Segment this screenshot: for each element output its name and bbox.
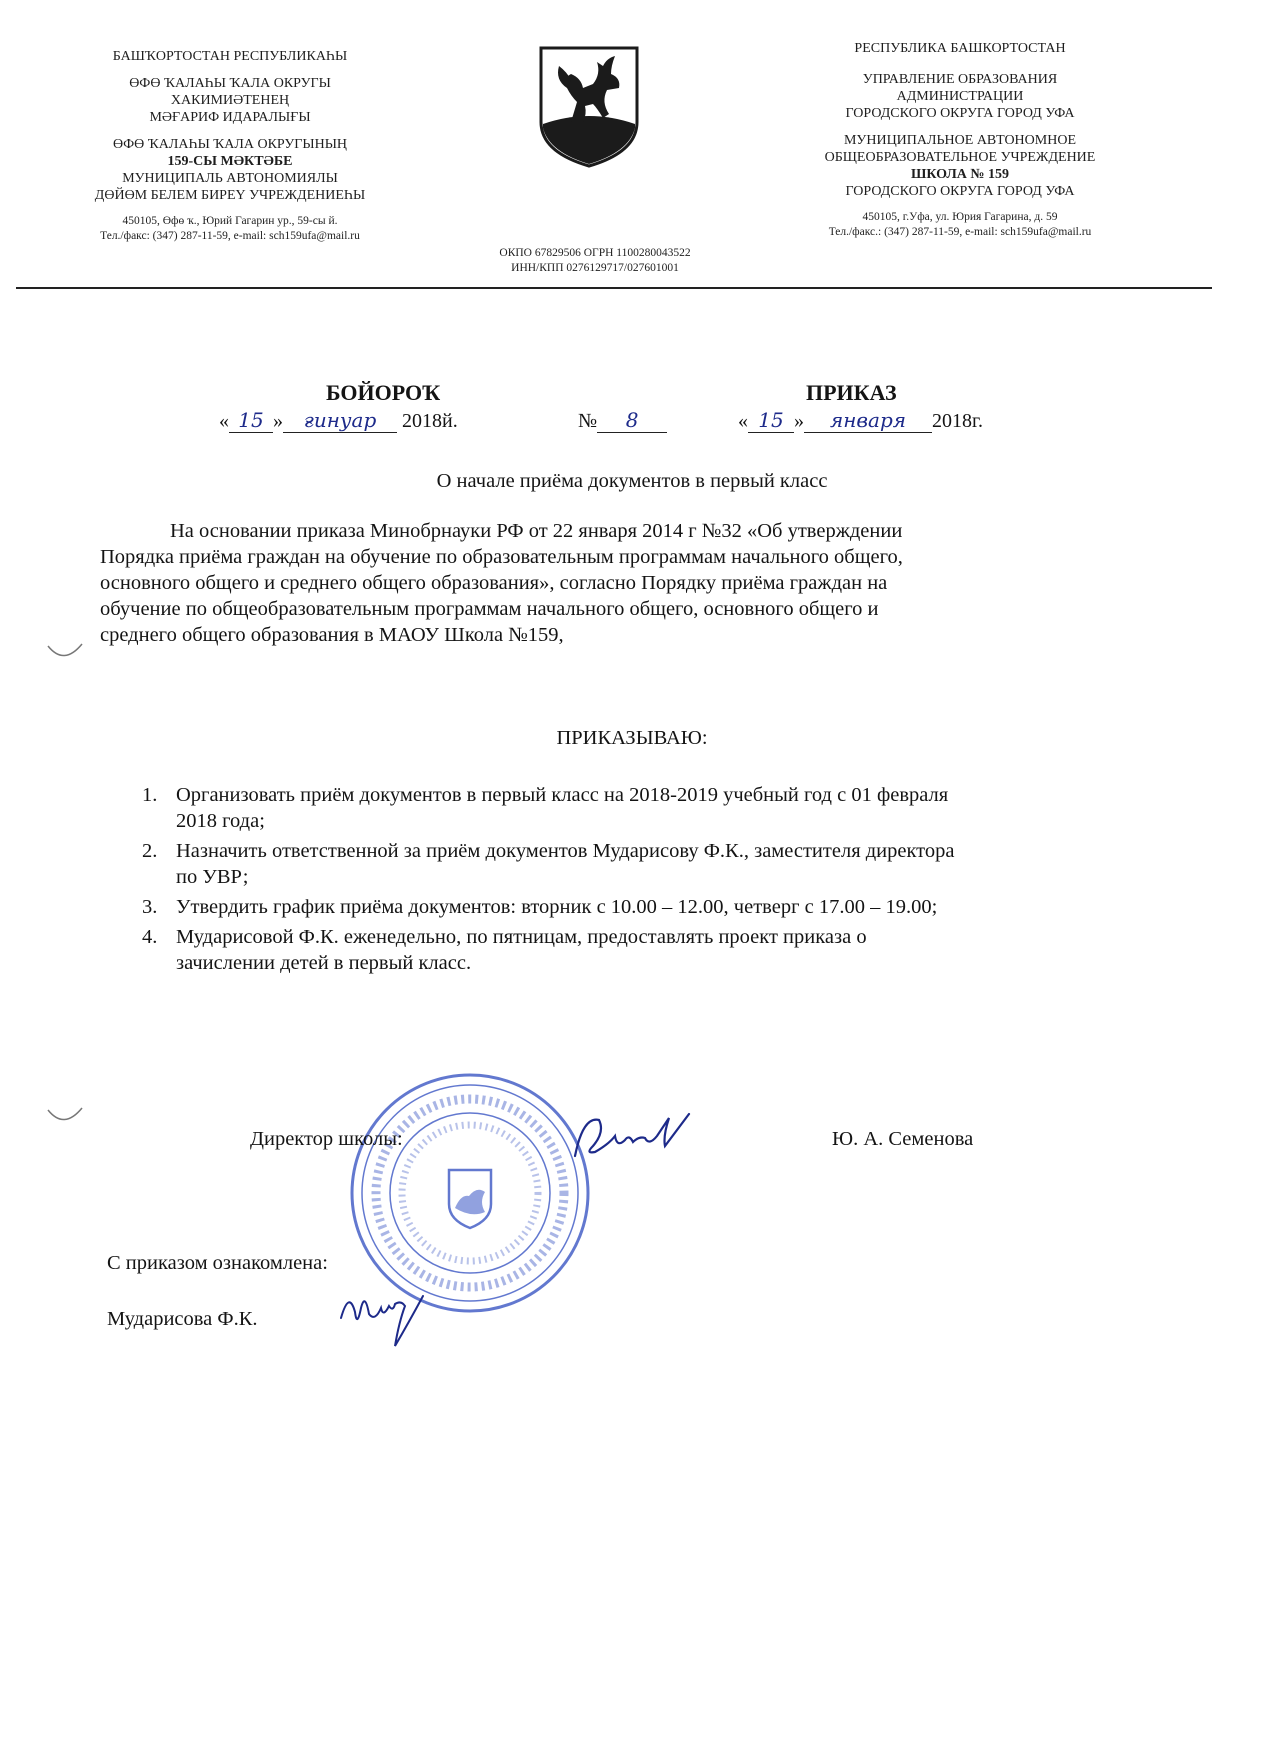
- order-number-value: 8: [597, 408, 667, 433]
- header-right-school-line: ШКОЛА № 159: [911, 167, 1009, 182]
- header-right-contacts: Тел./факс.: (347) 287-11-59, e-mail: sch159ufa@mail.ru: [828, 226, 1092, 238]
- header-left-department-line: ӨФӨ ҠАЛАҺЫ ҠАЛА ОКРУГЫ: [129, 76, 331, 91]
- order-item-number: 4.: [142, 926, 158, 948]
- order-item-number: 2.: [142, 840, 158, 862]
- hole-punch-mark-icon: [44, 640, 84, 664]
- header-right-school-line: МУНИЦИПАЛЬНОЕ АВТОНОМНОЕ: [843, 133, 1076, 148]
- header-right-address: 450105, г.Уфа, ул. Юрия Гагарина, д. 59: [862, 211, 1058, 223]
- order-number: [578, 408, 667, 433]
- header-left-school-line: 159-СЫ МӘКТӘБЕ: [167, 154, 293, 169]
- order-item-text: Организовать приём документов в первый класс на 2018-2019 учебный год с 01 февраля 2018 года;: [176, 784, 949, 832]
- order-item-text: Утвердить график приёма документов: вторник с 10.00 – 12.00, четверг с 17.00 – 19.00;: [176, 896, 938, 918]
- order-number-label: №: [578, 410, 598, 432]
- header-left-department-line: МӘҒАРИФ ИДАРАЛЫҒЫ: [149, 110, 311, 125]
- order-item: [142, 782, 1122, 834]
- date-left-year: 2018й.: [402, 410, 458, 432]
- title-russian: ПРИКАЗ: [806, 380, 897, 405]
- header-right-department-line: АДМИНИСТРАЦИИ: [896, 89, 1024, 104]
- date-left-open-quote: «: [219, 410, 229, 432]
- order-subject: О начале приёма документов в первый класс: [436, 470, 828, 492]
- order-item-text: Назначить ответственной за приём документов Мударисову Ф.К., заместителя директора по УВР;: [176, 840, 955, 888]
- header-inn-kpp: ИНН/КПП 0276129717/027601001: [511, 262, 679, 274]
- date-right-month: января: [804, 408, 932, 433]
- date-left-close-quote: »: [273, 410, 283, 432]
- date-right-close-quote: »: [794, 410, 804, 432]
- official-stamp-icon: [345, 1068, 595, 1318]
- header-left-address: 450105, Өфө ҡ., Юрий Гагарин ур., 59-сы й.: [122, 215, 338, 227]
- header-right-school-line: ГОРОДСКОГО ОКРУГА ГОРОД УФА: [845, 184, 1075, 199]
- order-item: [142, 924, 1122, 976]
- order-items: [142, 782, 1122, 980]
- order-item-number: 3.: [142, 896, 158, 918]
- date-right-open-quote: «: [738, 410, 748, 432]
- director-label: Директор школы:: [250, 1128, 403, 1150]
- director-signature-icon: [565, 1106, 695, 1166]
- date-right-day: 15: [748, 408, 794, 433]
- header-divider: [16, 287, 1212, 289]
- acknowledgement-label: С приказом ознакомлена:: [107, 1252, 328, 1274]
- date-right-year: 2018г.: [932, 410, 983, 432]
- header-right-department-line: ГОРОДСКОГО ОКРУГА ГОРОД УФА: [845, 106, 1075, 121]
- date-right: [738, 408, 983, 433]
- hole-punch-mark-icon: [44, 1104, 84, 1128]
- header-left-school-line: ӨФӨ ҠАЛАҺЫ ҠАЛА ОКРУГЫНЫҢ: [112, 137, 348, 152]
- header-right-department-line: УПРАВЛЕНИЕ ОБРАЗОВАНИЯ: [862, 72, 1058, 87]
- director-name: Ю. А. Семенова: [832, 1128, 974, 1150]
- preamble: [100, 518, 1090, 648]
- header-left-department-line: ХАКИМИӘТЕНЕҢ: [170, 93, 290, 108]
- order-item-text: Мударисовой Ф.К. еженедельно, по пятницам, предоставлять проект приказа о зачислении детей в первый класс.: [176, 926, 867, 974]
- order-item: [142, 838, 1122, 890]
- header-right-school-line: ОБЩЕОБРАЗОВАТЕЛЬНОЕ УЧРЕЖДЕНИЕ: [824, 150, 1096, 165]
- header-left-contacts: Тел./факс: (347) 287-11-59, e-mail: sch159ufa@mail.ru: [100, 230, 360, 242]
- header-registration-codes: [445, 246, 745, 276]
- header-left-school-line: МУНИЦИПАЛЬ АВТОНОМИЯЛЫ: [122, 171, 338, 186]
- header-left-block: [60, 48, 400, 244]
- order-item-number: 1.: [142, 784, 158, 806]
- date-left: [219, 408, 458, 433]
- acknowledgement-name: Мударисова Ф.К.: [107, 1308, 258, 1330]
- header-okpo-ogrn: ОКПО 67829506 ОГРН 1100280043522: [499, 247, 691, 259]
- decree-heading: ПРИКАЗЫВАЮ:: [556, 727, 708, 749]
- acknowledgement-signature-icon: [335, 1282, 430, 1352]
- date-left-day: 15: [229, 408, 273, 433]
- order-item: [142, 894, 1122, 920]
- header-left-republic: БАШҠОРТОСТАН РЕСПУБЛИКАҺЫ: [112, 49, 348, 64]
- title-bashkir: БОЙОРОҠ: [326, 380, 441, 405]
- header-right-block: [780, 40, 1140, 240]
- header-right-republic: РЕСПУБЛИКА БАШКОРТОСТАН: [854, 41, 1066, 56]
- header-left-school-line: ДӨЙӨМ БЕЛЕМ БИРЕҮ УЧРЕЖДЕНИЕҺЫ: [94, 188, 366, 203]
- ufa-coat-of-arms-icon: [537, 44, 641, 170]
- date-left-month: ғинуар: [283, 408, 397, 433]
- preamble-text: На основании приказа Минобрнауки РФ от 22 января 2014 г №32 «Об утверждении Порядка приёма граждан на обучение по образовательным программам начального общего, основного общего и среднего общего образования», согласно Порядку приёма граждан на обучение по общеобразовательным программам начального общего, основного общего и среднего общего образования в МАОУ Школа №159,: [100, 520, 903, 646]
